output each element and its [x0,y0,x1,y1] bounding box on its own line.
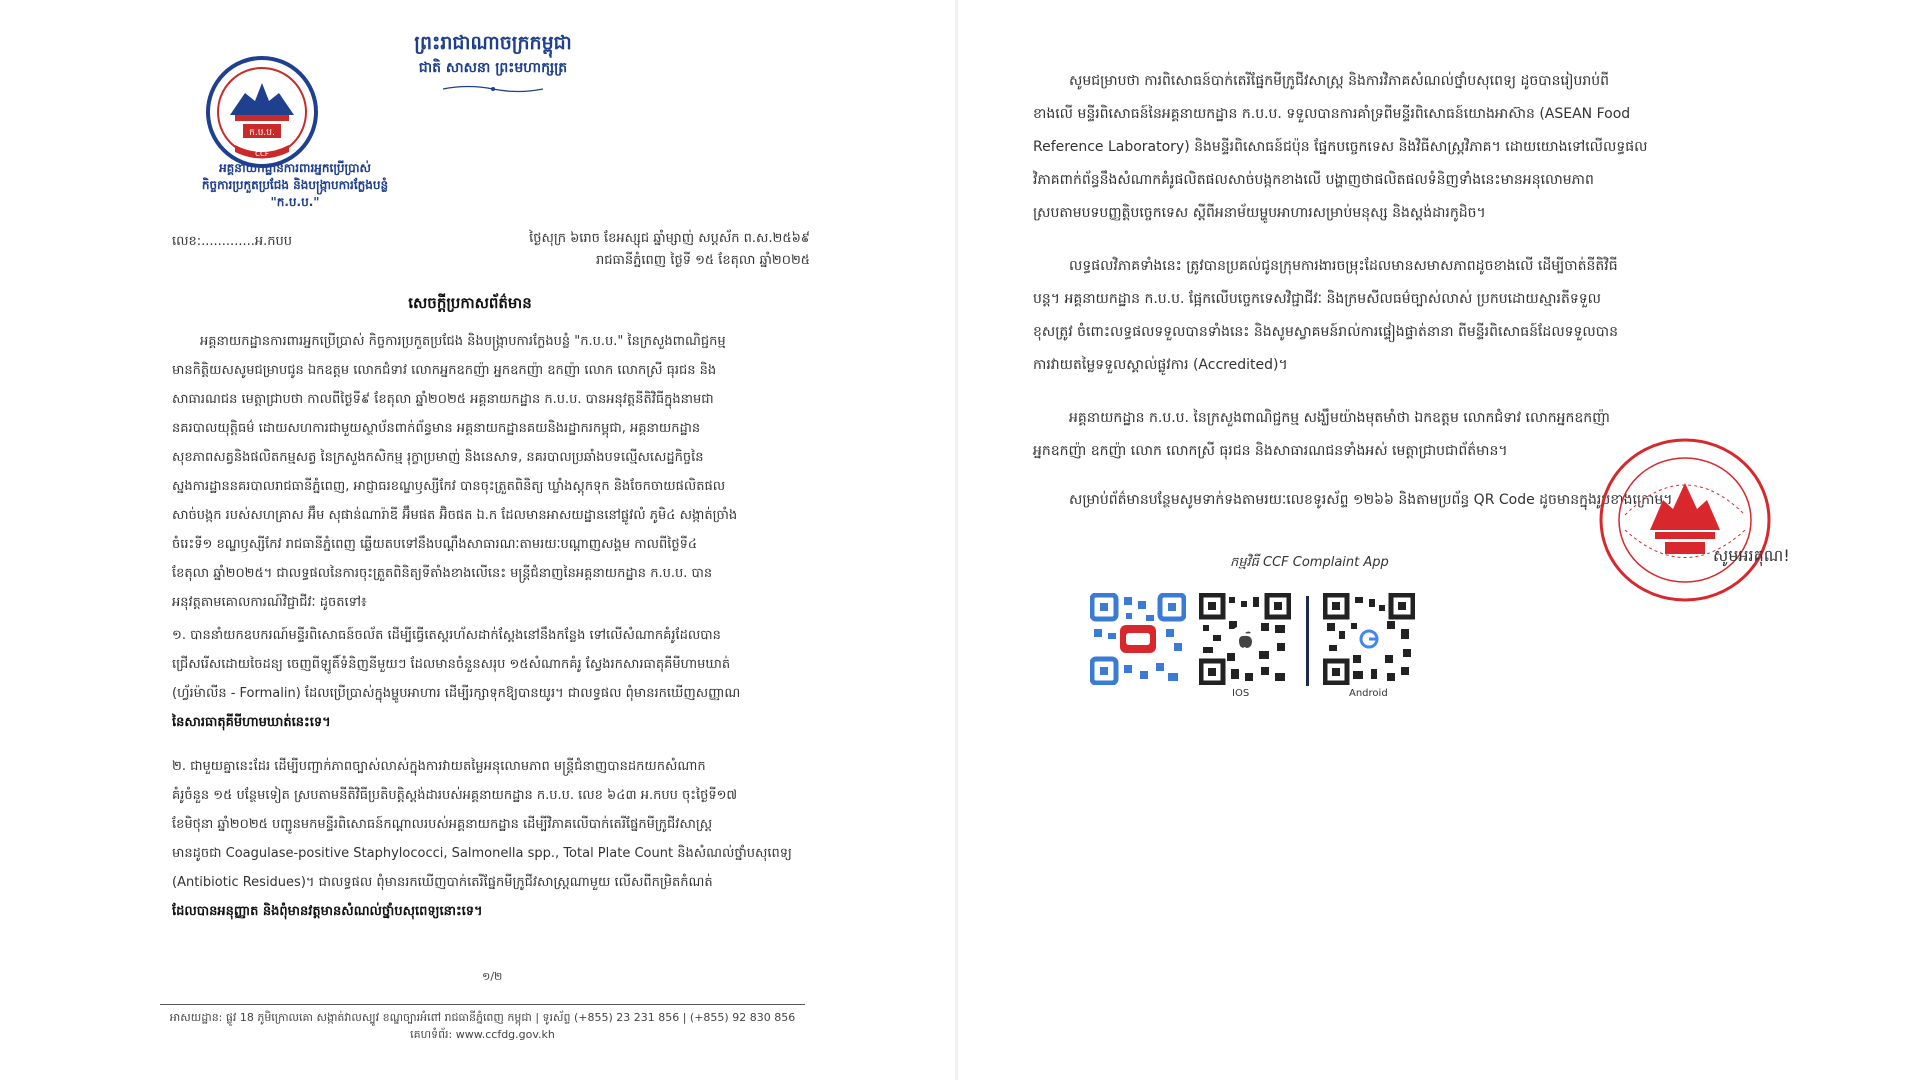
text-line: លទ្ធផលវិភាគទាំងនេះ ត្រូវបានប្រគល់ជូនក្រុមការងារចម្រុះដែលមានសមាសភាពដូចខាងលើ ដើម្បីចាត់នីតិវិធី [1069,258,1618,274]
text-line: បន្ត។ អគ្គនាយកដ្ឋាន ក.ប.ប. ផ្អែកលើបច្ចេកទេសវិជ្ជាជីវៈ និងក្រមសីលធម៌ច្បាស់លាស់ ប្រកបដោយស្មារតីទទួល [1033,291,1601,307]
text-line: ចំរេះទី១ ខណ្ឌឫស្សីកែវ រាជធានីភ្នំពេញ ឆ្លើយតបទៅនឹងបណ្តឹងសាធារណៈតាមរយៈបណ្តាញសង្គម កាលពីថ្ងៃទី៤ [172,537,698,552]
text-line: ការវាយតម្លៃទទួលស្គាល់ផ្លូវការ (Accredited)។ [1033,357,1288,373]
footer-website: គេហទំព័រ: www.ccfdg.gov.kh [410,1028,555,1041]
org-name-line: "ក.ប.ប." [270,195,320,209]
text-line: អគ្គនាយកដ្ឋាន ក.ប.ប. នៃក្រសួងពាណិជ្ជកម្ម សង្ឃឹមយ៉ាងមុតមាំថា ឯកឧត្តម លោកជំទាវ លោកអ្នកឧកញ៉ា [1069,410,1610,426]
text-line: នគរបាលយុត្តិធម៌ ដោយសហការជាមួយស្ថាប័នពាក់ព័ន្ធមាន អគ្គនាយកដ្ឋានគយនិងរដ្ឋាករកម្ពុជា, អគ្គនាយកដ្ឋាន [172,421,701,436]
org-name-line: កិច្ចការប្រកួតប្រជែង និងបង្ក្រាបការក្លែងបន្លំ [201,178,389,192]
solar-date: រាជធានីភ្នំពេញ ថ្ងៃទី ១៥ ខែតុលា ឆ្នាំ២០២៥ [596,253,810,268]
page-number: ១/២ [482,970,503,983]
text-line: ២. ជាមួយគ្នានេះដែរ ដើម្បីបញ្ជាក់ភាពច្បាស់លាស់ក្នុងការវាយតម្លៃអនុលោមភាព មន្ត្រីជំនាញបានដកយកសំណាក [172,759,706,774]
org-name-line: អគ្គនាយកដ្ឋានការពារអ្នកប្រើប្រាស់ [219,161,371,175]
date-block [480,228,810,272]
official-seal [1595,435,1775,605]
text-line: សូមជម្រាបថា ការពិសោធន៍បាក់តេរីផ្នែកមីក្រូជីវសាស្ត្រ និងការវិភាគសំណល់ថ្នាំបសុពេទ្យ ដូចបានរៀបរាប់ពី [1069,73,1610,89]
ios-qr-code[interactable] [1199,593,1291,685]
ccf-logo [205,55,319,169]
footer-address: អាសយដ្ឋាន: ផ្លូវ 18 ភូមិក្រោលគោ សង្កាត់វាលស្បូវ ខណ្ឌច្បារអំពៅ រាជធានីភ្នំពេញ កម្ពុជា | ទូរស័ព្ទ (+855) 23 231 856 | (+855) 92 830 856 [169,1011,796,1024]
org-name [170,160,420,211]
text-line: ដែលបានអនុញ្ញាត និងពុំមានវត្តមានសំណល់ថ្នាំបសុពេទ្យនោះទេ។ [172,904,483,919]
paragraph-item-2 [172,752,812,926]
text-line: ស្របតាមបទបញ្ញត្តិបច្ចេកទេស ស្តីពីអនាម័យម្ហូបអាហារសម្រាប់មនុស្ស និងស្តង់ដារកូដិច។ [1033,205,1486,221]
text-line: អ្នកឧកញ៉ា ឧកញ៉ា លោក លោកស្រី ធុរជន និងសាធារណជនទាំងអស់ មេត្តាជ្រាបជាព័ត៌មាន។ [1033,443,1508,459]
text-line: នៃសារធាតុគីមីហាមឃាត់នេះទេ។ [172,715,331,730]
document-title: សេចក្តីប្រកាសព័ត៌មាន [408,294,532,312]
text-line: ជ្រើសរើសដោយចៃដន្យ ចេញពីឡូតិ៍ទំនិញនីមួយៗ ដែលមានចំនួនសរុប ១៥សំណាកគំរូ ស្វែងរកសារធាតុគីមីហាមឃាត់ [172,657,731,672]
paragraph-item-1 [172,621,812,737]
text-line: មានដូចជា Coagulase-positive Staphylococci, Salmonella spp., Total Plate Count និងសំណល់ថ្នាំបសុពេទ្យ [172,846,792,861]
text-line: ខុសត្រូវ ចំពោះលទ្ធផលទទួលបានទាំងនេះ និងសូមស្វាគមន៍រាល់ការផ្ទៀងផ្ទាត់នានា ពីមន្ទីរពិសោធន៍ដែលទទួលបាន [1033,324,1618,340]
text-line: សម្រាប់ព័ត៌មានបន្ថែមសូមទាក់ទងតាមរយៈលេខទូរស័ព្ទ ១២៦៦ និងតាមប្រព័ន្ធ QR Code ដូចមានក្នុងរូបខាងក្រោម។ [1069,492,1673,508]
kingdom-title: ព្រះរាជាណាចក្រកម្ពុជា [414,32,572,54]
text-line: សុខភាពសត្វនិងផលិតកម្មសត្វ នៃក្រសួងកសិកម្ម រុក្ខាប្រមាញ់ និងនេសាទ, នគរបាលប្រឆាំងបទល្មើសសេដ្ឋកិច្ចនៃ [172,450,704,465]
paragraph-intro [172,327,812,617]
text-line: សាច់បង្កក របស់សហគ្រាស អ៊ឹម សុផាន់ណារ៉ាឌី អ៊ឹមផត អ៊ិចផត ឯ.ក ដែលមានអាសយដ្ឋាននៅផ្លូវលំ ភូមិ៤ សង្កាត់ច្រាំង [172,508,738,523]
qr-divider [1306,596,1309,686]
text-line: មានកិត្តិយសសូមជម្រាបជូន ឯកឧត្តម លោកជំទាវ លោកអ្នកឧកញ៉ា អ្នកឧកញ៉ា ឧកញ៉ា លោក លោកស្រី ធុរជន និង [172,363,717,378]
text-line: ១. បាននាំយកឧបករណ៍មន្ទីរពិសោធន៍ចល័ត ដើម្បីធ្វើតេស្តរហ័សដាក់ស្តែងនៅនឹងកន្លែង ទៅលើសំណាកគំរូដែលបាន [172,628,721,643]
kingdom-header [378,30,608,98]
paragraph-lab-results [1033,65,1808,230]
text-line: សាធារណជន មេត្តាជ្រាបថា កាលពីថ្ងៃទី៩ ខែតុលា ឆ្នាំ២០២៥ អគ្គនាយកដ្ឋាន ក.ប.ប. បានអនុវត្តនីតិវិធីក្នុងនាមជា [172,392,714,407]
android-label: Android [1349,688,1388,699]
logo-ring-text: CCF [255,150,269,158]
document-page-1 [0,0,958,1080]
app-qr-code[interactable] [1090,593,1186,685]
ornament-divider [438,84,548,94]
text-line: ខាងលើ មន្ទីរពិសោធន៍នៃអគ្គនាយកដ្ឋាន ក.ប.ប. ទទួលបានការគាំទ្រពីមន្ទីរពិសោធន៍យោងអាស៊ាន (ASEAN Food [1033,106,1631,122]
ios-label: IOS [1232,688,1250,699]
lunar-date: ថ្ងៃសុក្រ ៦រោច ខែអស្សុជ ឆ្នាំម្សាញ់ សប្តស័ក ព.ស.២៥៦៩ [529,231,810,246]
text-line: អនុវត្តតាមគោលការណ៍វិជ្ជាជីវៈ ដូចតទៅ៖ [172,595,367,610]
text-line: វិភាគពាក់ព័ន្ធនឹងសំណាកគំរូផលិតផលសាច់បង្កកខាងលើ បង្ហាញថាផលិតផលទំនិញទាំងនេះមានអនុលោមភាព [1033,172,1594,188]
text-line: ខែតុលា ឆ្នាំ២០២៥។ ជាលទ្ធផលនៃការចុះត្រួតពិនិត្យទីតាំងខាងលើនេះ មន្ត្រីជំនាញនៃអគ្គនាយកដ្ឋាន ក.ប.ប. បាន [172,566,713,581]
text-line: អគ្គនាយកដ្ឋានការពារអ្នកប្រើប្រាស់ កិច្ចការប្រកួតប្រជែង និងបង្ក្រាបការក្លែងបន្លំ "ក.ប.ប." នៃក្រសួងពាណិជ្ជកម្ម [200,334,726,349]
android-qr-code[interactable] [1323,593,1415,685]
text-line: ខែមិថុនា ឆ្នាំ២០២៥ បញ្ជូនមកមន្ទីរពិសោធន៍កណ្តាលរបស់អគ្គនាយកដ្ឋាន ដើម្បីវិភាគលើបាក់តេរីផ្នែកមីក្រូជីវសាស្ត្រ [172,817,713,832]
footer [160,1009,805,1043]
text-line: (ហ្វ័រម៉ាលីន - Formalin) ដែលប្រើប្រាស់ក្នុងម្ហូបអាហារ ដើម្បីរក្សាទុកឱ្យបានយូរ។ ជាលទ្ធផល ពុំមានរកឃើញសញ្ញាណ [172,686,741,701]
text-line: គំរូចំនួន ១៥ បន្ថែមទៀត ស្របតាមនីតិវិធីប្រតិបត្តិស្តង់ដារបស់អគ្គនាយកដ្ឋាន ក.ប.ប. លេខ ៦៤៣ អ.កបប ចុះថ្ងៃទី១៧ [172,788,738,803]
paragraph-verification [1033,250,1808,382]
text-line: (Antibiotic Residues)។ ជាលទ្ធផល ពុំមានរកឃើញបាក់តេរីផ្នែកមីក្រូជីវសាស្ត្រណាមួយ លើសពីកម្រិតកំណត់ [172,875,713,890]
kingdom-motto: ជាតិ សាសនា ព្រះមហាក្សត្រ [418,60,568,76]
reference-number: លេខ:.............អ.កបប [172,234,292,249]
closing-thanks: សូមអរគុណ! [1713,546,1790,565]
text-line: Reference Laboratory) និងមន្ទីរពិសោធន៍ជប៉ុន ផ្នែកបច្ចេកទេស និងវិធីសាស្ត្រវិភាគ។ ដោយយោងទៅលើលទ្ធផល [1033,139,1648,155]
logo-label: ក.ប.ប. [249,128,275,138]
text-line: ស្នងការដ្ឋាននគរបាលរាជធានីភ្នំពេញ, អាជ្ញាធរខណ្ឌឫស្សីកែវ បានចុះត្រួតពិនិត្យ ឃ្លាំងស្តុកទុក និងចែកចាយផលិតផល [172,479,726,494]
footer-divider [160,1004,805,1005]
app-caption: កម្មវិធី CCF Complaint App [1230,555,1389,570]
